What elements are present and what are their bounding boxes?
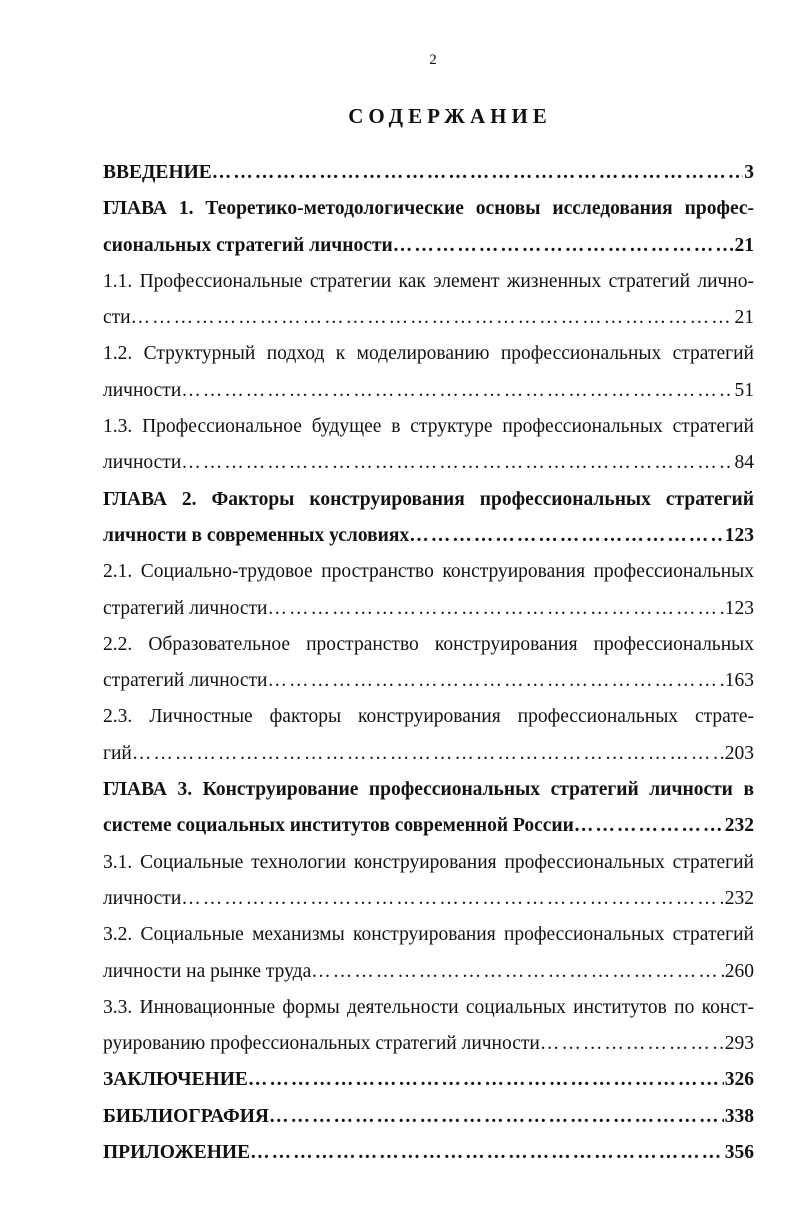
toc-entry-final-line — [103, 518, 754, 554]
dot-leader — [250, 1135, 724, 1171]
toc-entry-title: БИБЛИОГРАФИЯ — [103, 1105, 270, 1127]
dot-leader — [132, 736, 724, 772]
dot-leader — [181, 445, 733, 481]
toc-entry-title-line: 1.2. Структурный подход к моделированию профессиональных стратегий — [103, 343, 754, 365]
toc-entry-title: ЗАКЛЮЧЕНИЕ — [103, 1069, 248, 1091]
toc-entry[interactable] — [103, 1099, 754, 1135]
dot-leader — [181, 881, 723, 917]
toc-entry-title-line: 1.1. Профессиональные стратегии как элемент жизненных стратегий лично- — [103, 270, 754, 292]
toc-entry-final-line — [103, 1062, 754, 1098]
toc-entry-final-line — [103, 591, 754, 627]
toc-entry-final-line — [103, 300, 754, 336]
toc-entry-title-line: 2.3. Личностные факторы конструирования профессиональных страте- — [103, 706, 754, 728]
toc-entry-final-line — [103, 736, 754, 772]
toc-entry-page-number: 232 — [724, 815, 754, 837]
toc-entry-title-line: 2.1. Социально-трудовое пространство конструирования профессиональных — [103, 561, 754, 583]
toc-entry[interactable] — [103, 1135, 754, 1171]
page-number: 2 — [429, 52, 437, 68]
toc-entry-title: сиональных стратегий личности — [103, 234, 393, 256]
toc-entry-final-line — [103, 954, 754, 990]
dot-leader — [409, 518, 724, 554]
toc-entry-page-number: 123 — [724, 597, 754, 619]
toc-entry-title: гий — [103, 742, 132, 764]
toc-entry-title: стратегий личности — [103, 597, 268, 619]
toc-entry-title-line: 3.2. Социальные механизмы конструирования профессиональных стратегий — [103, 924, 754, 946]
toc-entry-page-number: 203 — [724, 742, 754, 764]
toc-entry-page-number: 123 — [724, 524, 754, 546]
toc-entry-title: системе социальных институтов современной России — [103, 815, 574, 837]
toc-entry-page-number: 84 — [734, 452, 754, 474]
toc-entry-final-line — [103, 1099, 754, 1135]
toc-entry[interactable] — [103, 772, 754, 845]
toc-entry-title-line: 1.3. Профессиональное будущее в структуре профессиональных стратегий — [103, 416, 754, 438]
toc-entry-page-number: 21 — [734, 307, 754, 329]
toc-entry-page-number: 232 — [724, 887, 754, 909]
toc-entry-final-line — [103, 1026, 754, 1062]
dot-leader — [212, 155, 743, 191]
toc-entry-title-line: 3.1. Социальные технологии конструирования профессиональных стратегий — [103, 851, 754, 873]
toc-entry-title: личности на рынке труда — [103, 960, 312, 982]
toc-entry-final-line — [103, 445, 754, 481]
toc-entry-page-number: 3 — [744, 162, 754, 183]
toc-entry-title: ПРИЛОЖЕНИЕ — [103, 1142, 251, 1164]
page-title: СОДЕРЖАНИЕ — [348, 104, 552, 128]
toc-entry-page-number: 326 — [724, 1069, 754, 1091]
toc-entry[interactable] — [103, 554, 754, 627]
dot-leader — [268, 591, 724, 627]
toc-entry[interactable] — [103, 155, 754, 191]
toc-entry-title: сти — [103, 307, 131, 329]
toc-entry-page-number: 260 — [724, 960, 754, 982]
toc-entry-final-line — [103, 663, 754, 699]
dot-leader — [131, 300, 734, 336]
toc-entry[interactable] — [103, 482, 754, 555]
toc-entry-page-number: 338 — [724, 1105, 754, 1127]
toc-entry-page-number: 21 — [734, 234, 754, 256]
toc-entry[interactable] — [103, 264, 754, 337]
toc-entry[interactable] — [103, 1062, 754, 1098]
toc-entry[interactable] — [103, 627, 754, 700]
toc-entry-page-number: 356 — [724, 1142, 754, 1164]
toc-entry-title-line: ГЛАВА 2. Факторы конструирования профессиональных стратегий — [103, 488, 754, 510]
toc-entry-final-line — [103, 881, 754, 917]
toc-entry[interactable] — [103, 336, 754, 409]
dot-leader — [393, 228, 734, 264]
toc-entry-page-number: 51 — [734, 379, 754, 401]
toc-entry-title: руированию профессиональных стратегий личности — [103, 1033, 540, 1055]
dot-leader — [540, 1026, 724, 1062]
dot-leader — [311, 954, 723, 990]
toc-entry-title: ВВЕДЕНИЕ — [103, 162, 212, 183]
toc-entry-final-line — [103, 1135, 754, 1171]
toc-entry-final-line — [103, 808, 754, 844]
dot-leader — [269, 1099, 724, 1135]
toc-entry-final-line — [103, 373, 754, 409]
dot-leader — [248, 1062, 724, 1098]
toc-entry[interactable] — [103, 409, 754, 482]
toc-entry-title: личности — [103, 379, 182, 401]
toc-entry-title-line: 3.3. Инновационные формы деятельности социальных институтов по конст- — [103, 996, 754, 1018]
table-of-contents — [103, 155, 754, 1171]
toc-entry-page-number: 293 — [724, 1033, 754, 1055]
toc-entry-title-line: ГЛАВА 1. Теоретико-методологические основы исследования профес- — [103, 198, 754, 220]
toc-entry-title: личности в современных условиях — [103, 524, 410, 546]
toc-entry[interactable] — [103, 917, 754, 990]
dot-leader — [181, 373, 733, 409]
toc-entry[interactable] — [103, 990, 754, 1063]
toc-entry[interactable] — [103, 845, 754, 918]
toc-entry-final-line — [103, 228, 754, 264]
dot-leader — [574, 808, 724, 844]
toc-entry-title-line: 2.2. Образовательное пространство конструирования профессиональных — [103, 633, 754, 655]
toc-entry-title: личности — [103, 887, 182, 909]
toc-entry-title-line: ГЛАВА 3. Конструирование профессиональных стратегий личности в — [103, 779, 754, 801]
toc-entry-page-number: 163 — [724, 670, 754, 692]
toc-entry-final-line — [103, 155, 754, 191]
toc-entry[interactable] — [103, 699, 754, 772]
dot-leader — [268, 663, 724, 699]
toc-entry[interactable] — [103, 191, 754, 264]
toc-entry-title: стратегий личности — [103, 670, 268, 692]
toc-entry-title: личности — [103, 452, 182, 474]
